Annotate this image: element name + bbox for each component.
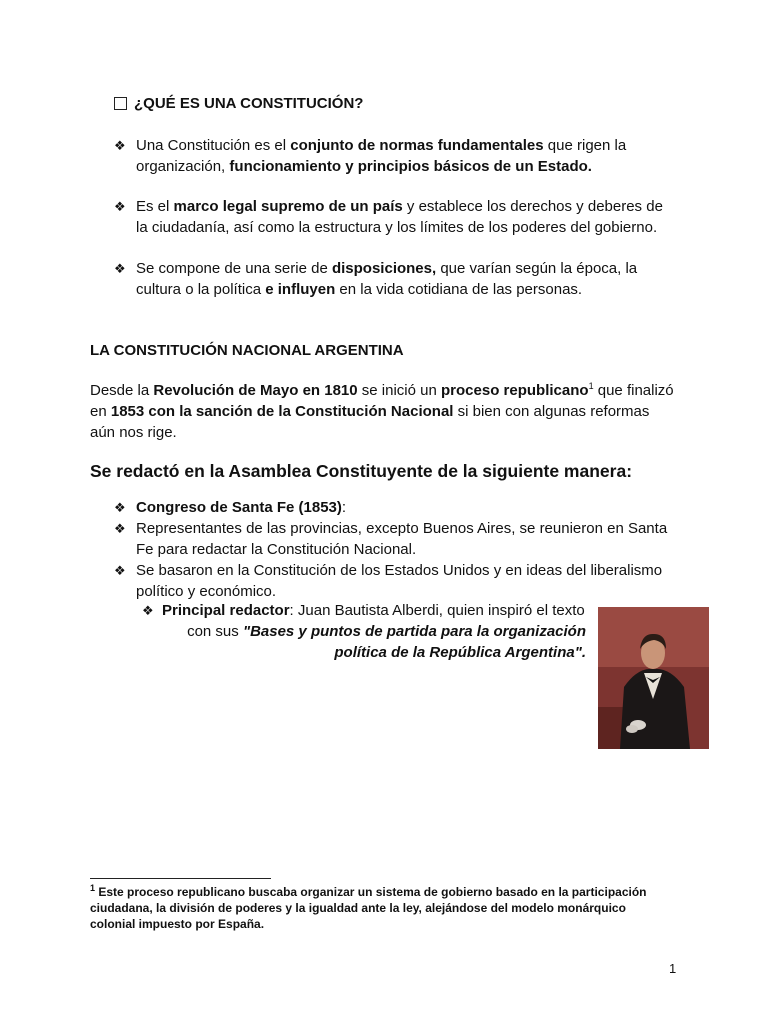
- checkbox-icon: [114, 97, 127, 110]
- bullet-diamond-icon: ❖: [114, 500, 126, 515]
- section-title: LA CONSTITUCIÓN NACIONAL ARGENTINA: [90, 342, 404, 359]
- redactor-line-3: política de la República Argentina".: [334, 644, 586, 661]
- alberdi-portrait: [598, 607, 709, 749]
- question-heading: [114, 93, 363, 114]
- bullet-diamond-icon: ❖: [114, 563, 126, 578]
- bullet-diamond-icon: ❖: [142, 603, 154, 618]
- assembly-bullet-3: Se basaron en la Constitución de los Estados Unidos y en ideas del liberalismo político y económico.: [136, 562, 663, 600]
- redactor-line-1: Principal redactor: Juan Bautista Alberdi, quien inspiró el texto: [162, 602, 585, 619]
- footnote: $^1$ Este proceso republicano buscaba organizar un sistema de gobierno basado en la participación ciudadana, la división de poderes y la igualdad ante la ley, alejándose del modelo monárquico colonial impuesto por España.: [90, 883, 647, 931]
- bullet-diamond-icon: ❖: [114, 199, 126, 214]
- redactor-line-2: con sus "Bases y puntos de partida para la organización: [187, 623, 586, 640]
- intro-paragraph: Desde la Revolución de Mayo en 1810 se inició un proceso republicano$^1$ que finalizó en 1853 con la sanción de la Constitución Nacional si bien con algunas reformas aún nos rige.: [90, 381, 674, 441]
- page-number: 1: [669, 961, 677, 976]
- assembly-bullet-1: Congreso de Santa Fe (1853):: [136, 499, 347, 516]
- assembly-heading: Se redactó en la Asamblea Constituyente de la siguiente manera:: [90, 461, 633, 481]
- assembly-bullet-2: Representantes de las provincias, excepto Buenos Aires, se reunieron en Santa Fe para redactar la Constitución Nacional.: [136, 520, 668, 558]
- definition-bullet-3: Se compone de una serie de disposiciones, que varían según la época, la cultura o la política e influyen en la vida cotidiana de las personas.: [136, 260, 638, 298]
- definition-bullet-2: Es el marco legal supremo de un país y establece los derechos y deberes de la ciudadanía, así como la estructura y los límites de los poderes del gobierno.: [136, 198, 663, 236]
- question-title: ¿QUÉ ES UNA CONSTITUCIÓN?: [134, 95, 364, 112]
- bullet-diamond-icon: ❖: [114, 138, 126, 153]
- footnote-divider: [90, 878, 271, 879]
- bullet-diamond-icon: ❖: [114, 521, 126, 536]
- definition-bullet-1: Una Constitución es el conjunto de normas fundamentales que rigen la organización, funcionamiento y principios básicos de un Estado.: [136, 137, 627, 175]
- footnote-ref[interactable]: 1: [588, 381, 594, 391]
- bullet-diamond-icon: ❖: [114, 261, 126, 276]
